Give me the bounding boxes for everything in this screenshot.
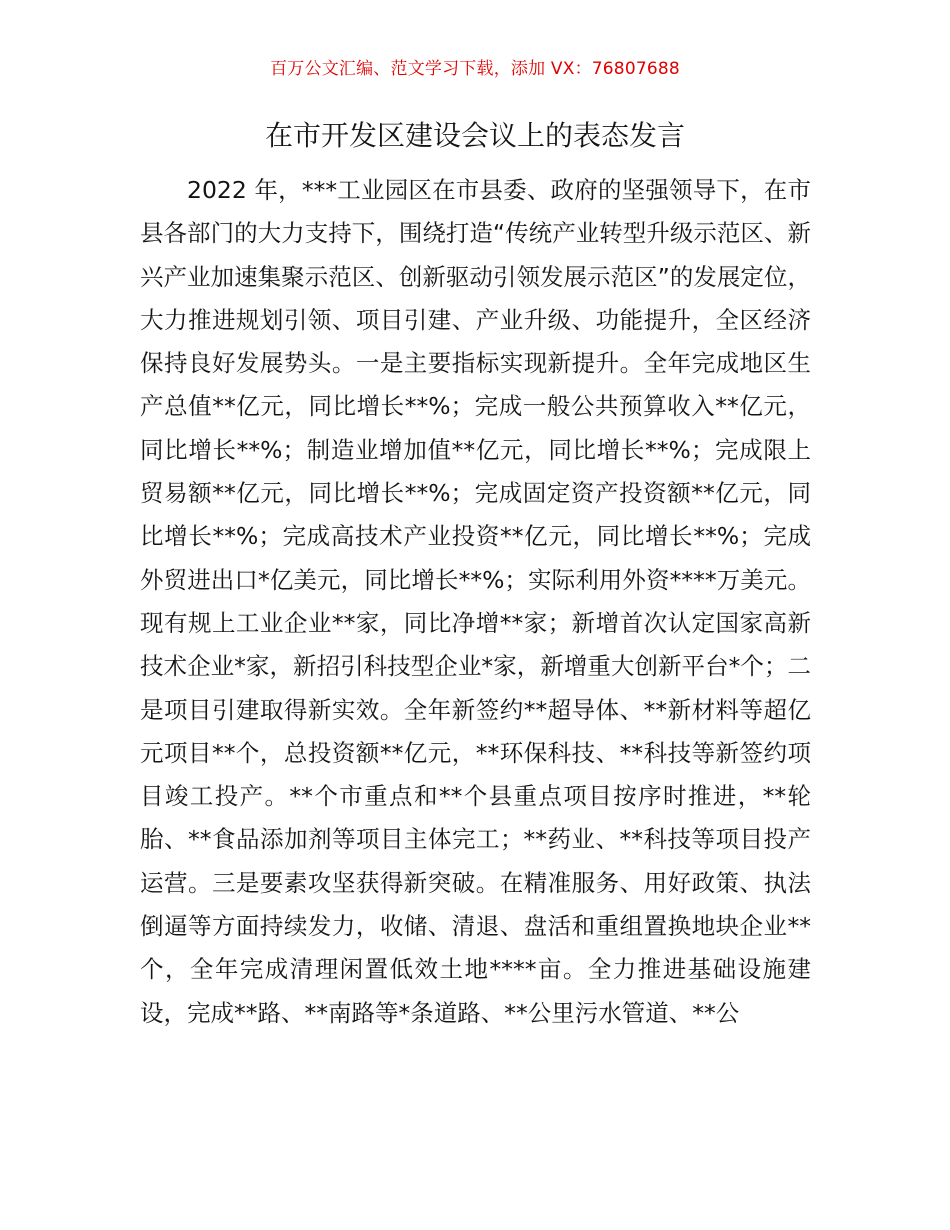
promo-header: 百万公文汇编、范文学习下载，添加 VX：76807688 (270, 59, 680, 79)
body-paragraph: 2022 年，***工业园区在市县委、政府的坚强领导下，在市县各部门的大力支持下，围绕打造“传统产业转型升级示范区、新兴产业加速集聚示范区、创新驱动引领发展示范区”的发展定位，大力推进规划引领、项目引建、产业升级、功能提升，全区经济保持良好发展势头。一是主要指标实现新提升。全年完成地区生产总值**亿元，同比增长**%；完成一般公共预算收入**亿元，同比增长**%；制造业增加值**亿元，同比增长**%；完成限上贸易额**亿元，同比增长**%；完成固定资产投资额**亿元，同比增长**%；完成高技术产业投资**亿元，同比增长**%；完成外贸进出口*亿美元，同比增长**%；实际利用外资****万美元。现有规上工业企业**家，同比净增**家；新增首次认定国家高新技术企业*家，新招引科技型企业*家，新增重大创新平台*个；二是项目引建取得新实效。全年新签约**超导体、**新材料等超亿元项目**个，总投资额**亿元，**环保科技、**科技等新签约项目竣工投产。**个市重点和**个县重点项目按序时推进，**轮胎、**食品添加剂等项目主体完工；**药业、**科技等项目投产运营。三是要素攻坚获得新突破。在精准服务、用好政策、执法倒逼等方面持续发力，收储、清退、盘活和重组置换地块企业**个，全年完成清理闲置低效土地****亩。全力推进基础设施建设，完成**路、**南路等*条道路、**公里污水管道、**公 (140, 176, 811, 1027)
document-title: 在市开发区建设会议上的表态发言 (264, 119, 685, 152)
